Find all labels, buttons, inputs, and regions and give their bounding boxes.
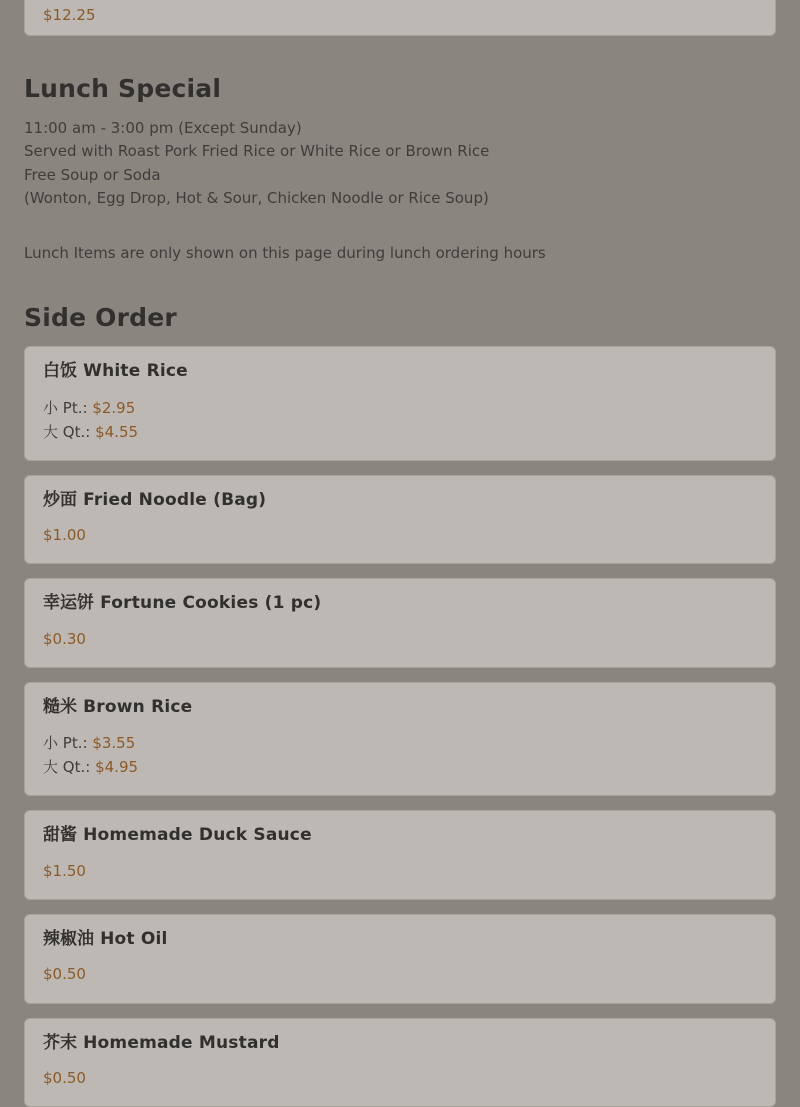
- section-heading-lunch-special: Lunch Special: [24, 74, 222, 103]
- lunch-special-line: Served with Roast Pork Fried Rice or White Rice or Brown Rice: [24, 142, 490, 161]
- menu-item-card[interactable]: [24, 914, 776, 1004]
- menu-item-card[interactable]: [24, 346, 776, 460]
- lunch-special-note: Lunch Items are only shown on this page during lunch ordering hours: [24, 244, 546, 262]
- menu-item-name-en: Homemade Mustard: [83, 1032, 280, 1053]
- menu-item-price: $0.50: [43, 965, 86, 984]
- menu-item-name: [43, 1033, 757, 1053]
- menu-item-name-cjk: 糙米: [43, 696, 77, 717]
- menu-item-name: [43, 361, 757, 381]
- menu-item-name-cjk: 炒面: [43, 489, 77, 510]
- menu-item-price: $12.25: [43, 6, 96, 24]
- portion-label-cjk: 小: [43, 398, 59, 417]
- menu-item-price: $4.55: [95, 422, 139, 441]
- menu-item-name-en: Brown Rice: [83, 696, 193, 717]
- menu-item-price-row: [43, 755, 757, 779]
- menu-item-name-en: Fried Noodle (Bag): [83, 489, 267, 510]
- menu-item-name-cjk: 甜酱: [43, 825, 77, 846]
- menu-item-card[interactable]: [24, 810, 776, 900]
- menu-item-price: $3.55: [92, 734, 136, 753]
- menu-item-name: [43, 929, 757, 949]
- portion-label: Pt.:: [62, 734, 88, 753]
- menu-item-name: [43, 825, 757, 845]
- menu-item-card[interactable]: [24, 475, 776, 565]
- menu-item-price-row: [43, 420, 757, 444]
- lunch-special-line: 11:00 am - 3:00 pm (Except Sunday): [24, 119, 302, 137]
- menu-item-name-cjk: 芥末: [43, 1032, 77, 1053]
- menu-item-name-en: White Rice: [83, 361, 188, 382]
- menu-item-price-row: [43, 396, 757, 420]
- menu-item-price-row: [43, 731, 757, 755]
- menu-item-name-en: Hot Oil: [100, 928, 168, 949]
- portion-label: Pt.:: [62, 398, 88, 417]
- portion-label-cjk: 大: [43, 758, 59, 777]
- menu-item-card[interactable]: [24, 682, 776, 796]
- lunch-special-line: Free Soup or Soda: [24, 165, 161, 184]
- menu-item-name-en: Fortune Cookies (1 pc): [100, 593, 322, 614]
- portion-label-cjk: 小: [43, 734, 59, 753]
- menu-item-price: $2.95: [92, 398, 136, 417]
- lunch-special-line: (Wonton, Egg Drop, Hot & Sour, Chicken Noodle or Rice Soup): [24, 188, 489, 207]
- portion-label: Qt.:: [62, 422, 91, 441]
- portion-label: Qt.:: [62, 758, 91, 777]
- menu-item-name: [43, 593, 757, 613]
- lunch-special-details: [24, 117, 776, 210]
- menu-item-name-cjk: 幸运饼: [43, 593, 94, 614]
- menu-item-name-cjk: 白饭: [43, 361, 77, 382]
- menu-item-price: $0.30: [43, 629, 86, 648]
- portion-label-cjk: 大: [43, 422, 59, 441]
- menu-item-card[interactable]: [24, 578, 776, 668]
- menu-item-price: $1.00: [43, 526, 86, 545]
- menu-item-price: $1.50: [43, 861, 86, 880]
- menu-item-name: [43, 697, 757, 717]
- menu-item-name-cjk: 辣椒油: [43, 928, 94, 949]
- section-heading-side-order: Side Order: [24, 303, 177, 333]
- menu-item-price: $4.95: [95, 758, 139, 777]
- menu-item-name: [43, 490, 757, 510]
- menu-item-price: $0.50: [43, 1068, 86, 1087]
- menu-item-card[interactable]: [24, 0, 776, 36]
- menu-item-name-en: Homemade Duck Sauce: [83, 825, 312, 846]
